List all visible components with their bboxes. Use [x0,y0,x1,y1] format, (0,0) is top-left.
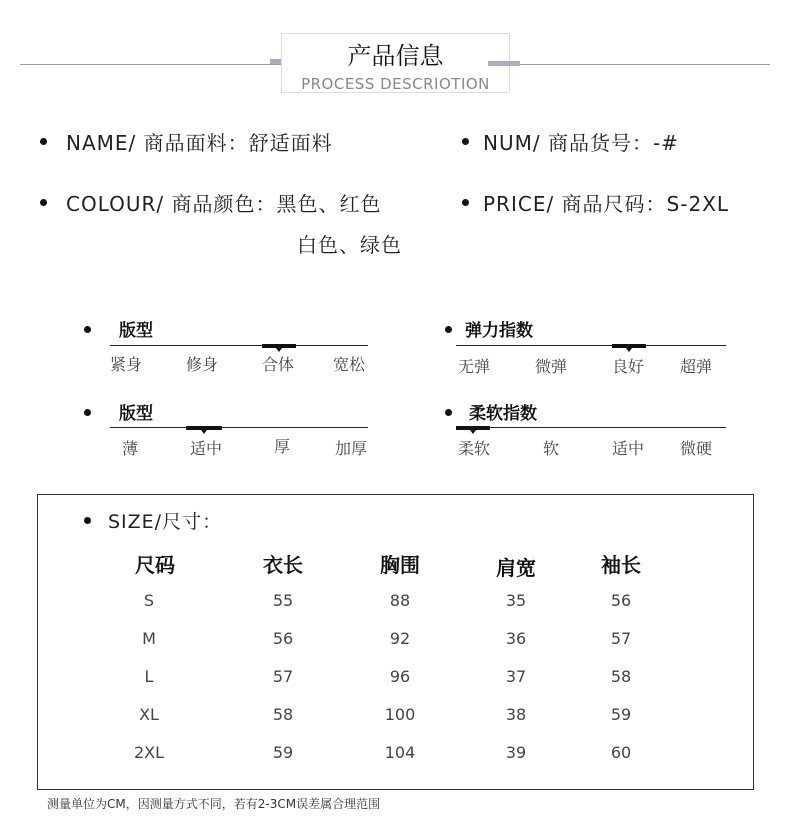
size-cell: 37 [505,667,527,686]
scale-line [456,345,726,346]
scale-title: 版型 [119,321,153,341]
scale-title: 版型 [119,404,153,424]
footnote: 测量单位为CM，因测量方式不同，若有2-3CM误差属合理范围 [47,797,381,811]
size-cell: 35 [505,591,527,610]
scale-option: 超弹 [680,357,713,376]
size-header: 胸围 [380,553,420,577]
scale-option: 微硬 [680,439,713,458]
section-subtitle: PROCESS DESCRIOTION [301,75,490,93]
bullet-icon [445,326,452,333]
bullet-icon [84,409,91,416]
size-header: 肩宽 [496,556,536,580]
info-price: PRICE/ 商品尺码：S-2XL [483,192,730,216]
scale-option: 紧身 [110,355,143,374]
bullet-icon [462,138,469,145]
bullet-icon [84,517,91,524]
scale-option: 适中 [190,439,223,458]
scale-marker [186,426,222,430]
size-cell: S [143,591,155,610]
size-title: SIZE/尺寸： [108,511,223,533]
scale-option: 宽松 [333,355,366,374]
scale-line [456,427,726,428]
scale-line [110,427,368,428]
size-cell: 58 [272,705,294,724]
size-cell: 56 [610,591,632,610]
scale-marker [612,344,646,348]
scale-line [110,345,368,346]
scale-title: 弹力指数 [465,321,533,341]
size-cell: 100 [384,705,416,724]
size-cell: 39 [505,743,527,762]
bullet-icon [84,326,91,333]
info-colour-cont: 白色、绿色 [297,233,402,257]
scale-option: 适中 [612,439,645,458]
size-cell: 38 [505,705,527,724]
size-cell: L [144,667,154,686]
scale-option: 厚 [274,437,291,456]
size-cell: 57 [272,667,294,686]
size-cell: 58 [610,667,632,686]
bullet-icon [462,199,469,206]
bullet-icon [40,199,47,206]
size-cell: 2XL [133,743,165,762]
size-cell: 55 [272,591,294,610]
header-accent-right [488,61,520,66]
size-cell: XL [139,705,159,724]
size-cell: M [142,629,156,648]
bullet-icon [40,138,47,145]
scale-title: 柔软指数 [469,404,537,424]
section-title: 产品信息 [347,42,444,70]
size-cell: 59 [272,743,294,762]
size-cell: 36 [505,629,527,648]
scale-marker [262,344,296,348]
scale-option: 修身 [186,355,219,374]
size-cell: 57 [610,629,632,648]
size-cell: 60 [610,743,632,762]
scale-option: 良好 [612,357,645,376]
scale-option: 无弹 [458,357,491,376]
scale-option: 微弹 [535,357,568,376]
scale-option: 薄 [122,439,139,458]
size-cell: 92 [389,629,411,648]
size-cell: 88 [389,591,411,610]
info-colour: COLOUR/ 商品颜色：黑色、红色 [66,192,382,216]
size-cell: 56 [272,629,294,648]
size-header: 衣长 [263,553,303,577]
size-header: 尺码 [135,553,175,577]
bullet-icon [445,409,452,416]
info-name: NAME/ 商品面料：舒适面料 [66,131,333,155]
info-num: NUM/ 商品货号：-# [483,131,679,155]
size-header: 袖长 [601,553,641,577]
scale-option: 合体 [262,355,295,374]
section-header [281,33,510,93]
size-cell: 96 [389,667,411,686]
scale-option: 加厚 [335,439,368,458]
scale-option: 软 [543,439,560,458]
scale-option: 柔软 [458,439,491,458]
size-cell: 59 [610,705,632,724]
size-cell: 104 [384,743,416,762]
scale-marker [456,426,490,430]
